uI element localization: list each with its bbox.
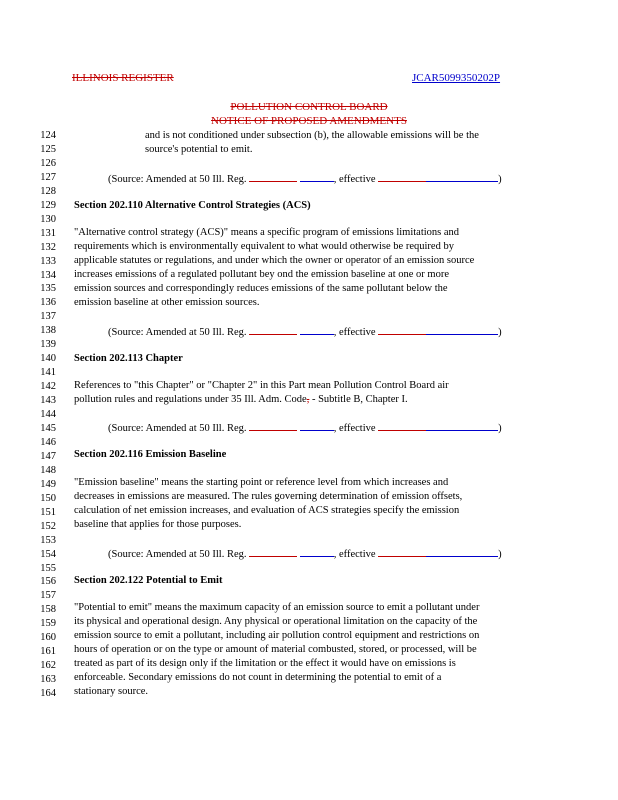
deleted-text: , xyxy=(306,394,310,405)
line-number: 152 xyxy=(40,520,56,532)
section-heading-202-116: Section 202.116 Emission Baseline xyxy=(74,449,227,460)
text-line: calculation of net emission increases, and evaluation of ACS strategies specify the emission xyxy=(74,505,460,516)
inserted-blank xyxy=(300,547,334,557)
inserted-blank xyxy=(300,421,334,431)
source-note xyxy=(108,421,502,434)
line-number: 132 xyxy=(40,241,56,253)
text-line: "Potential to emit" means the maximum capacity of an emission source to emit a pollutant under xyxy=(74,602,480,613)
line-number: 131 xyxy=(40,227,56,239)
line-number: 159 xyxy=(40,618,56,630)
line-number: 164 xyxy=(40,688,56,699)
source-prefix: (Source: Amended at 50 Ill. Reg. xyxy=(108,549,247,560)
source-close: ) xyxy=(498,174,502,185)
line-number: 143 xyxy=(40,395,56,407)
source-effective: , effective xyxy=(333,327,376,338)
line-number: 154 xyxy=(40,548,56,560)
inserted-blank xyxy=(426,421,498,431)
text-line: "Emission baseline" means the starting point or reference level from which increases and xyxy=(74,477,449,488)
source-prefix: (Source: Amended at 50 Ill. Reg. xyxy=(108,423,247,434)
line-number: 151 xyxy=(40,506,56,518)
inserted-blank xyxy=(300,325,334,335)
source-effective: , effective xyxy=(333,423,376,434)
line-number: 161 xyxy=(40,646,56,658)
section-heading-202-113: Section 202.113 Chapter xyxy=(74,353,183,364)
source-close: ) xyxy=(498,549,502,560)
text-line: enforceable. Secondary emissions do not count in determining the potential to emit of a xyxy=(74,672,442,683)
text-line: decreases in emissions are measured. The rules governing determination of emission offsets, xyxy=(74,491,463,502)
deleted-blank xyxy=(378,325,426,335)
text-line: "Alternative control strategy (ACS)" means a specific program of emissions limitations and xyxy=(74,227,460,238)
text-segment: - Subtitle B, Chapter I. xyxy=(309,394,408,405)
text-line: References to "this Chapter" or "Chapter 2" in this Part mean Pollution Control Board air xyxy=(74,380,449,391)
text-line: emission baseline at other emission sources. xyxy=(74,297,260,308)
section-heading-202-122: Section 202.122 Potential to Emit xyxy=(74,575,223,586)
line-number: 128 xyxy=(40,185,56,197)
line-number: 144 xyxy=(40,409,56,420)
deleted-blank xyxy=(249,547,297,557)
line-number: 160 xyxy=(40,632,56,644)
deleted-blank xyxy=(378,172,426,182)
text-line: source's potential to emit. xyxy=(145,144,253,155)
deleted-blank xyxy=(378,547,426,557)
line-number: 146 xyxy=(40,436,56,448)
line-number: 136 xyxy=(40,297,56,309)
text-line: requirements which is environmentally equivalent to what would otherwise be required by xyxy=(74,241,454,252)
line-number: 156 xyxy=(40,576,56,588)
line-number: 150 xyxy=(40,492,56,504)
line-number: 142 xyxy=(40,381,56,393)
line-number: 149 xyxy=(40,478,56,490)
line-number: 147 xyxy=(40,450,56,462)
line-number: 155 xyxy=(40,562,56,574)
line-number: 127 xyxy=(40,171,56,183)
line-number: 158 xyxy=(40,604,56,616)
line-number: 145 xyxy=(40,422,56,434)
notice-title: NOTICE OF PROPOSED AMENDMENTS xyxy=(211,115,407,127)
source-effective: , effective xyxy=(333,549,376,560)
line-number: 163 xyxy=(40,674,56,685)
text-line: hours of operation or on the type or amount of material combusted, stored, or processed, will be xyxy=(74,644,477,655)
text-line: stationary source. xyxy=(74,686,149,697)
deleted-blank xyxy=(249,421,297,431)
line-number: 148 xyxy=(40,464,56,476)
source-note xyxy=(108,547,502,560)
deleted-blank xyxy=(249,172,297,182)
line-number: 157 xyxy=(40,590,56,602)
inserted-blank xyxy=(426,325,498,335)
section-heading-202-110: Section 202.110 Alternative Control Strategies (ACS) xyxy=(74,200,311,211)
text-line xyxy=(74,394,408,405)
text-line: and is not conditioned under subsection (b), the allowable emissions will be the xyxy=(145,130,479,141)
line-number: 153 xyxy=(40,534,56,546)
line-number: 133 xyxy=(40,255,56,267)
line-number: 134 xyxy=(40,269,56,281)
source-note xyxy=(108,325,502,338)
line-number: 138 xyxy=(40,325,56,337)
line-number: 125 xyxy=(40,143,56,155)
text-line: emission sources and correspondingly reduces emissions of the same pollutant below the xyxy=(74,283,448,294)
text-line: treated as part of its design only if the limitation or the effect it would have on emissions is xyxy=(74,658,456,669)
line-number: 135 xyxy=(40,283,56,295)
line-number: 126 xyxy=(40,157,56,169)
line-number: 130 xyxy=(40,213,56,225)
text-line: applicable statutes or regulations, and under which the owner or operator of an emission source xyxy=(74,255,475,266)
text-line: emission source to emit a pollutant, including air pollution control equipment and restrictions on xyxy=(74,630,480,641)
source-effective: , effective xyxy=(333,174,376,185)
source-prefix: (Source: Amended at 50 Ill. Reg. xyxy=(108,174,247,185)
line-number: 140 xyxy=(40,353,56,365)
source-close: ) xyxy=(498,423,502,434)
inserted-blank xyxy=(426,547,498,557)
document-id-link[interactable]: JCAR5099350202P xyxy=(412,72,501,84)
board-title: POLLUTION CONTROL BOARD xyxy=(230,101,388,113)
text-line: increases emissions of a regulated pollutant bey ond the emission baseline at one or more xyxy=(74,269,449,280)
line-number: 139 xyxy=(40,339,56,351)
line-number: 141 xyxy=(40,367,56,379)
source-prefix: (Source: Amended at 50 Ill. Reg. xyxy=(108,327,247,338)
inserted-blank xyxy=(426,172,498,182)
inserted-blank xyxy=(300,172,334,182)
text-line: baseline that applies for those purposes. xyxy=(74,519,242,530)
line-number: 129 xyxy=(40,199,56,211)
text-line: its physical and operational design. Any physical or operational limitation on the capacity of the xyxy=(74,616,478,627)
line-number: 162 xyxy=(40,660,56,672)
deleted-blank xyxy=(249,325,297,335)
register-header: ILLINOIS REGISTER xyxy=(72,72,174,84)
source-close: ) xyxy=(498,327,502,338)
text-segment: pollution rules and regulations under 35 Ill. Adm. Code xyxy=(74,394,307,405)
line-number: 124 xyxy=(40,130,56,141)
source-note xyxy=(108,172,502,185)
line-number: 137 xyxy=(40,311,56,323)
deleted-blank xyxy=(378,421,426,431)
